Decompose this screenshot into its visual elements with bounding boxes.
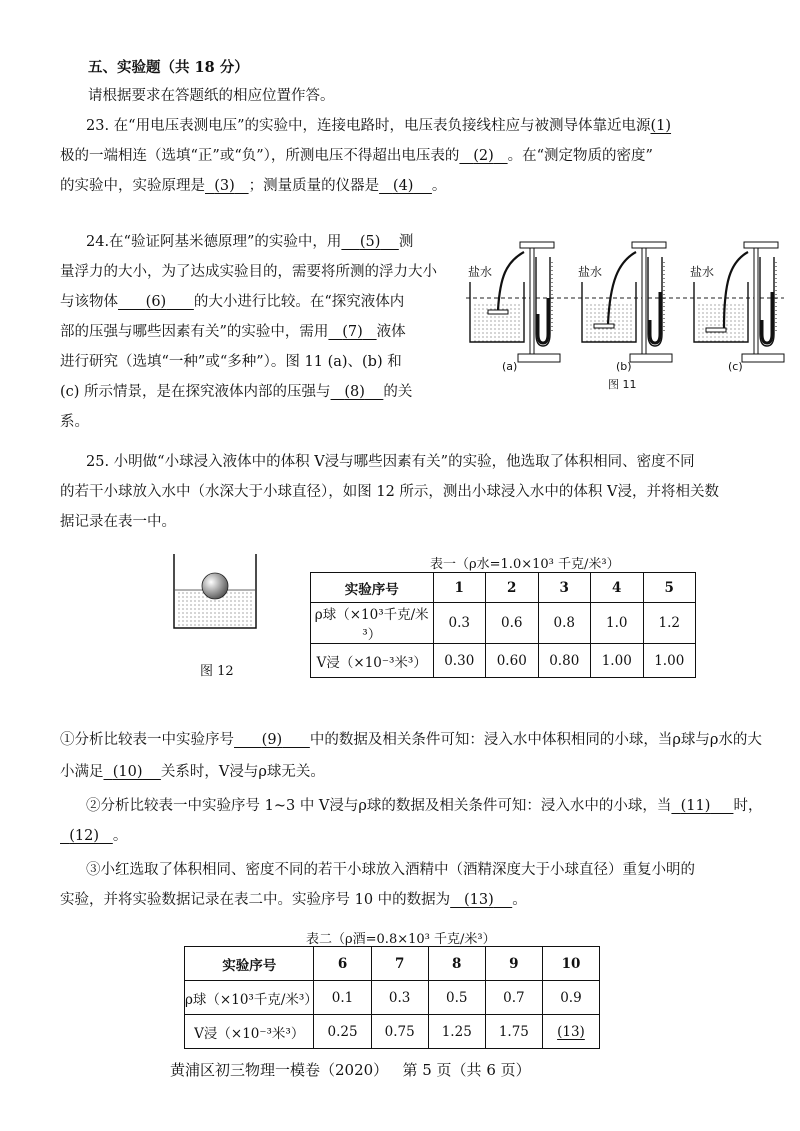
table2-caption: 表二（ρ酒=0.8×10³ 千克/米³）: [306, 932, 496, 947]
blank-12: (12): [69, 828, 99, 844]
blank-2: (2): [473, 148, 494, 164]
page-footer: 黄浦区初三物理一模卷（2020） 第 5 页（共 6 页）: [170, 1061, 531, 1079]
q23-line2b: 。在“测定物质的密度”: [507, 148, 653, 164]
subcaption-b: (b): [616, 360, 632, 373]
q23-line3b: ；测量质量的仪器是: [248, 178, 380, 194]
subcaption-c: (c): [728, 360, 743, 373]
subcaption-a: (a): [502, 360, 518, 373]
blank-9: (9): [261, 732, 283, 748]
blank-8: (8): [344, 384, 365, 400]
figure-11-caption: 图 11: [608, 378, 637, 391]
label-saltwater-b: 盐水: [578, 265, 603, 279]
q23-line2a: 极的一端相连（选填“正”或“负”），所测电压不得超出电压表的: [60, 148, 460, 164]
section-instruction: 请根据要求在答题纸的相应位置作答。: [88, 88, 335, 104]
blank-11: (11): [680, 798, 711, 814]
ball: [202, 573, 228, 599]
q23-line1: 23. 在“用电压表测电压”的实验中，连接电路时，电压表负接线柱应与被测导体靠近电源: [86, 118, 651, 134]
table-1: [310, 572, 696, 678]
table-row: ρ球（×10³千克/米³） 0.1 0.3 0.5 0.7 0.9: [185, 981, 600, 1015]
table-2: [184, 946, 600, 1049]
table2-blank-13: (13): [542, 1015, 599, 1049]
table-row: ρ球（×10³千克/米³） 0.3 0.6 0.8 1.0 1.2: [311, 603, 696, 644]
apparatus-a: [470, 242, 560, 362]
q24-line7: 系。: [60, 414, 89, 430]
table-row: 实验序号 1 2 3 4 5: [311, 573, 696, 603]
q24-line5: 进行研究（选填“一种”或“多种”）。图 11 (a)、(b) 和: [60, 354, 402, 370]
blank-3: (3): [214, 178, 235, 194]
blank-6: (6): [145, 294, 167, 310]
blank-1: (1): [650, 118, 672, 134]
label-saltwater-c: 盐水: [690, 265, 715, 279]
blank-4: (4): [392, 178, 414, 194]
q24-line2: 量浮力的大小，为了达成实验目的，需要将所测的浮力大小: [60, 264, 437, 280]
blank-13: (13): [464, 892, 494, 908]
q25-p3-line1: ③小红选取了体积相同、密度不同的若干小球放入酒精中（酒精深度大于小球直径）重复小明的: [86, 862, 695, 878]
table1-caption: 表一（ρ水=1.0×10³ 千克/米³）: [430, 557, 620, 572]
table-row: 实验序号 6 7 8 9 10: [185, 947, 600, 981]
apparatus-b: [582, 242, 672, 362]
blank-10: (10): [112, 764, 143, 780]
blank-7: (7): [342, 324, 363, 340]
table-row: V浸（×10⁻³米³） 0.25 0.75 1.25 1.75 (13): [185, 1015, 600, 1049]
section-title: 五、实验题（共 18 分）: [88, 59, 249, 76]
figure-12: [170, 552, 260, 632]
table-row: V浸（×10⁻³米³） 0.30 0.60 0.80 1.00 1.00: [311, 644, 696, 678]
q25-line3: 据记录在表一中。: [60, 514, 176, 530]
figure-11: [466, 232, 786, 392]
q25-line2: 的若干小球放入水中（水深大于小球直径），如图 12 所示，测出小球浸入水中的体积 V浸，并将相关数: [60, 484, 719, 500]
q25-line1: 25. 小明做“小球浸入液体中的体积 V浸与哪些因素有关”的实验，他选取了体积相同、密度不同: [86, 454, 695, 470]
label-saltwater-a: 盐水: [468, 265, 493, 279]
q24-line1a: 24.在“验证阿基米德原理”的实验中，用: [86, 234, 342, 250]
blank-5: (5): [359, 234, 381, 250]
figure-12-caption: 图 12: [200, 664, 234, 679]
apparatus-c: [694, 242, 784, 362]
q23-line3a: 的实验中，实验原理是: [60, 178, 205, 194]
